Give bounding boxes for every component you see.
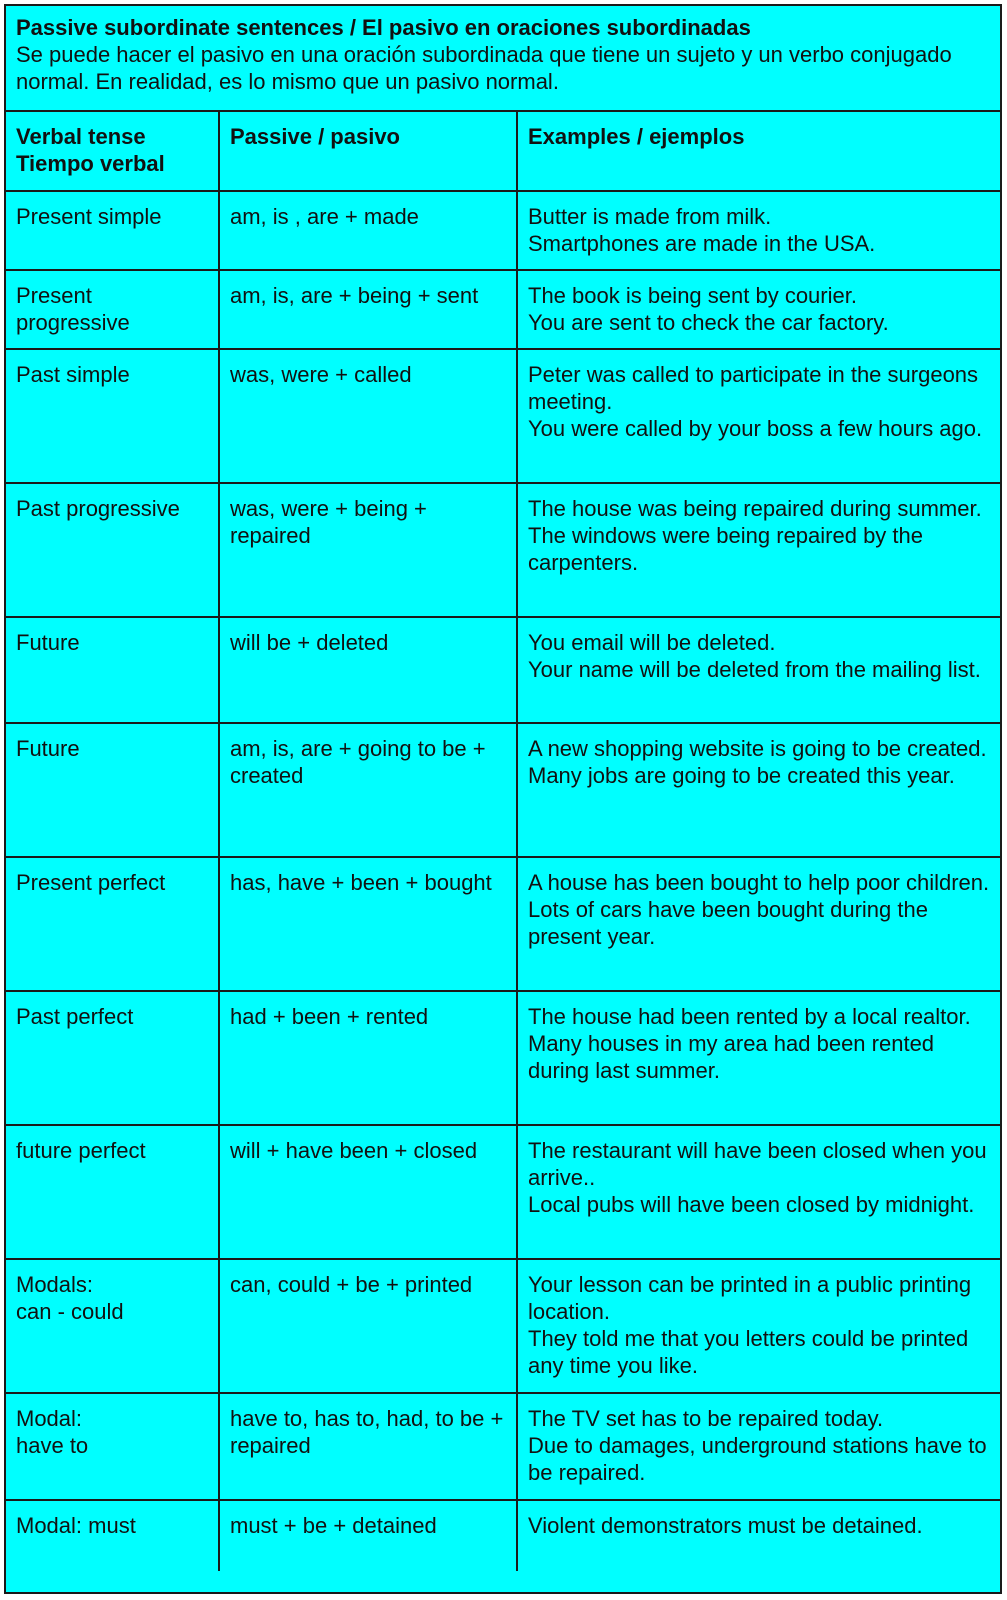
example-sentence: The restaurant will have been closed when you arrive.. [528, 1138, 987, 1190]
tense-cell-text: can - could [16, 1299, 124, 1324]
tense-cell [6, 191, 219, 270]
passive-cell [219, 857, 517, 991]
example-sentence: Local pubs will have been closed by midnight. [528, 1192, 975, 1217]
passive-cell [219, 617, 517, 723]
examples-cell [517, 1500, 1000, 1571]
grammar-sheet [4, 4, 1002, 1594]
tense-cell-text: Modal: [16, 1406, 83, 1431]
table-body [6, 191, 1000, 1571]
example-sentence: The house was being repaired during summer. [528, 496, 982, 521]
tense-cell [6, 1500, 219, 1571]
table-row [6, 1500, 1000, 1571]
tense-cell-text: Present [16, 283, 92, 308]
tense-cell-text: Modals: [16, 1272, 94, 1297]
header-line: Examples / ejemplos [528, 124, 745, 149]
tense-cell [6, 723, 219, 857]
table-header-row [6, 112, 1000, 191]
table-row [6, 1125, 1000, 1259]
example-sentence: You email will be deleted. [528, 630, 776, 655]
passive-cell [219, 1125, 517, 1259]
examples-cell [517, 1259, 1000, 1393]
tense-cell [6, 1393, 219, 1500]
examples-cell [517, 991, 1000, 1125]
examples-cell [517, 1125, 1000, 1259]
passive-cell-text: has, have + been + bought [230, 870, 492, 895]
example-sentence: The TV set has to be repaired today. [528, 1406, 884, 1431]
intro-text: Se puede hacer el pasivo en una oración subordinada que tiene un sujeto y un verbo conjugado normal. En realidad, es lo mismo que un pasivo normal. [16, 42, 952, 94]
passive-cell-text: am, is, are + being + sent [230, 283, 479, 308]
table-row [6, 191, 1000, 270]
examples-cell [517, 857, 1000, 991]
example-sentence: Many jobs are going to be created this year. [528, 763, 955, 788]
example-sentence: The house had been rented by a local realtor. [528, 1004, 971, 1029]
tense-cell-text: progressive [16, 310, 130, 335]
table-row [6, 1259, 1000, 1393]
passive-cell-text: can, could + be + printed [230, 1272, 473, 1297]
example-sentence: You were called by your boss a few hours ago. [528, 416, 983, 441]
table-row [6, 349, 1000, 483]
tense-cell [6, 483, 219, 617]
tense-cell [6, 857, 219, 991]
passive-cell-text: have to, has to, had, to be + repaired [230, 1406, 504, 1458]
passive-cell [219, 723, 517, 857]
tense-cell-text: Future [16, 736, 80, 761]
tense-cell [6, 1125, 219, 1259]
tense-cell-text: Past perfect [16, 1004, 134, 1029]
tense-cell [6, 349, 219, 483]
header-line: Tiempo verbal [16, 151, 165, 176]
tense-cell-text: have to [16, 1433, 89, 1458]
passive-cell [219, 483, 517, 617]
tense-cell [6, 617, 219, 723]
passive-cell [219, 991, 517, 1125]
example-sentence: They told me that you letters could be printed any time you like. [528, 1326, 969, 1378]
tense-cell-text: Past progressive [16, 496, 180, 521]
table-row [6, 1393, 1000, 1500]
examples-cell [517, 483, 1000, 617]
tense-cell-text: Present simple [16, 204, 162, 229]
header-line: Verbal tense [16, 124, 146, 149]
example-sentence: Your lesson can be printed in a public printing location. [528, 1272, 972, 1324]
tense-cell-text: Past simple [16, 362, 130, 387]
header-passive [219, 112, 517, 191]
examples-cell [517, 617, 1000, 723]
passive-cell-text: was, were + called [230, 362, 412, 387]
example-sentence: Due to damages, underground stations have to be repaired. [528, 1433, 987, 1485]
tense-cell-text: Present perfect [16, 870, 166, 895]
tense-cell [6, 270, 219, 349]
passive-cell-text: will + have been + closed [230, 1138, 478, 1163]
tense-cell-text: future perfect [16, 1138, 146, 1163]
examples-cell [517, 723, 1000, 857]
tense-cell-text: Modal: must [16, 1513, 136, 1538]
passive-cell [219, 349, 517, 483]
example-sentence: Butter is made from milk. [528, 204, 772, 229]
example-sentence: Peter was called to participate in the surgeons meeting. [528, 362, 979, 414]
passive-cell-text: was, were + being + repaired [230, 496, 427, 548]
header-verbal-tense [6, 112, 219, 191]
example-sentence: The windows were being repaired by the carpenters. [528, 523, 924, 575]
passive-cell [219, 1393, 517, 1500]
examples-cell [517, 270, 1000, 349]
example-sentence: A house has been bought to help poor children. [528, 870, 990, 895]
header-line: Passive / pasivo [230, 124, 400, 149]
intro-box [6, 6, 1000, 112]
tense-cell [6, 1259, 219, 1393]
examples-cell [517, 349, 1000, 483]
passive-cell-text: will be + deleted [230, 630, 389, 655]
passive-cell [219, 191, 517, 270]
table-row [6, 483, 1000, 617]
example-sentence: You are sent to check the car factory. [528, 310, 889, 335]
example-sentence: The book is being sent by courier. [528, 283, 857, 308]
passive-cell [219, 1500, 517, 1571]
example-sentence: Lots of cars have been bought during the present year. [528, 897, 928, 949]
passive-cell [219, 270, 517, 349]
passive-table [6, 112, 1000, 1571]
passive-cell-text: am, is , are + made [230, 204, 419, 229]
passive-cell-text: had + been + rented [230, 1004, 429, 1029]
example-sentence: Violent demonstrators must be detained. [528, 1513, 923, 1538]
example-sentence: Many houses in my area had been rented during last summer. [528, 1031, 935, 1083]
table-row [6, 991, 1000, 1125]
passive-cell-text: am, is, are + going to be + created [230, 736, 486, 788]
passive-cell [219, 1259, 517, 1393]
passive-cell-text: must + be + detained [230, 1513, 437, 1538]
intro-title: Passive subordinate sentences / El pasivo en oraciones subordinadas [16, 15, 751, 40]
example-sentence: Smartphones are made in the USA. [528, 231, 876, 256]
table-row [6, 270, 1000, 349]
tense-cell-text: Future [16, 630, 80, 655]
table-row [6, 723, 1000, 857]
table-row [6, 617, 1000, 723]
examples-cell [517, 191, 1000, 270]
header-examples [517, 112, 1000, 191]
example-sentence: A new shopping website is going to be created. [528, 736, 987, 761]
examples-cell [517, 1393, 1000, 1500]
table-row [6, 857, 1000, 991]
tense-cell [6, 991, 219, 1125]
example-sentence: Your name will be deleted from the mailing list. [528, 657, 981, 682]
